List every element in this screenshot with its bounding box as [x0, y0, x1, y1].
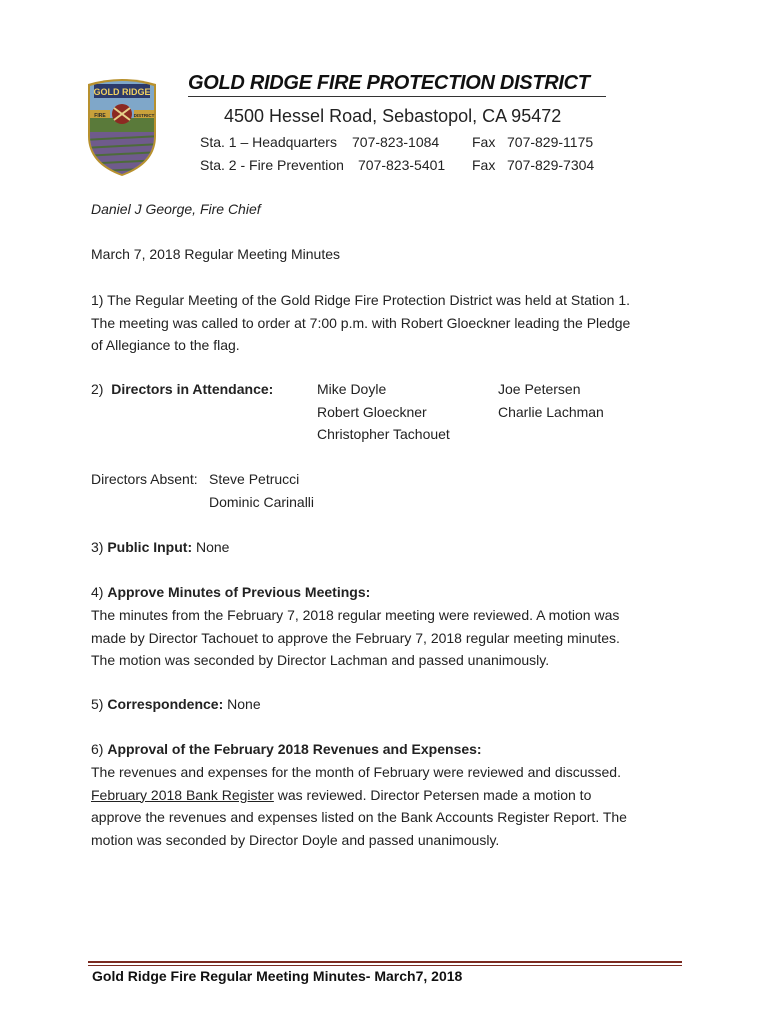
item3-number: 3)	[91, 539, 104, 555]
meeting-title: March 7, 2018 Regular Meeting Minutes	[91, 246, 341, 262]
item6-heading	[91, 741, 482, 757]
station1-phone: 707-823-1084	[352, 134, 440, 150]
item4-number: 4)	[91, 584, 104, 600]
station2-fax-label: Fax	[472, 157, 496, 173]
item1-line2: The meeting was called to order at 7:00 p.m. with Robert Gloeckner leading the Pledge	[91, 314, 631, 331]
absent-director-name: Dominic Carinalli	[209, 493, 315, 510]
item3-value: None	[196, 539, 230, 555]
item6-line2	[91, 784, 681, 807]
district-address: 4500 Hessel Road, Sebastopol, CA 95472	[224, 106, 562, 126]
directors-absent-label: Directors Absent:	[91, 471, 198, 487]
station1-label: Sta. 1 – Headquarters	[200, 134, 337, 150]
item6-label: Approval of the February 2018 Revenues and Expenses:	[107, 741, 482, 757]
absent-director-name: Steve Petrucci	[209, 471, 300, 487]
item1-paragraph	[91, 289, 681, 357]
item6-line3: approve the revenues and expenses listed on the Bank Accounts Register Report. The	[91, 809, 627, 825]
fire-chief-name: Daniel J George, Fire Chief	[91, 201, 261, 217]
item1-line3: of Allegiance to the flag.	[91, 337, 240, 353]
district-seal-logo	[84, 78, 160, 176]
attendance-column-2	[498, 378, 678, 423]
director-name: Robert Gloeckner	[317, 403, 427, 420]
item3-public-input	[91, 539, 229, 555]
footer-rule	[88, 965, 682, 966]
item6-paragraph	[91, 761, 681, 851]
item5-correspondence	[91, 696, 261, 712]
bank-register-link[interactable]: February 2018 Bank Register	[91, 786, 274, 803]
item2-label: Directors in Attendance:	[111, 381, 274, 397]
director-name: Christopher Tachouet	[317, 426, 450, 442]
logo-lettering-top: GOLD RIDGE	[93, 87, 151, 97]
logo-lettering-right: DISTRICT	[133, 113, 155, 118]
item4-line1: The minutes from the February 7, 2018 regular meeting were reviewed. A motion was	[91, 607, 620, 623]
item6-line1: The revenues and expenses for the month of February were reviewed and discussed.	[91, 764, 621, 780]
station2-label: Sta. 2 - Fire Prevention	[200, 157, 344, 173]
title-underline	[188, 96, 606, 97]
item4-heading	[91, 584, 370, 600]
item2-number: 2)	[91, 381, 104, 397]
page-footer: Gold Ridge Fire Regular Meeting Minutes- March7, 2018	[92, 968, 463, 984]
absent-names	[209, 468, 409, 513]
station1-fax-label: Fax	[472, 134, 496, 150]
attendance-column-1	[317, 378, 497, 446]
item6-line4: motion was seconded by Director Doyle and passed unanimously.	[91, 831, 500, 848]
footer-rule	[88, 961, 682, 963]
item4-paragraph	[91, 604, 681, 672]
station2-fax: 707-829-7304	[507, 157, 595, 173]
item4-line2: made by Director Tachouet to approve the February 7, 2018 regular meeting minutes.	[91, 629, 620, 646]
item5-number: 5)	[91, 696, 104, 712]
director-name: Joe Petersen	[498, 381, 581, 397]
item1-line1: 1) The Regular Meeting of the Gold Ridge Fire Protection District was held at Station 1.	[91, 292, 631, 308]
station2-phone: 707-823-5401	[358, 157, 446, 173]
director-name: Charlie Lachman	[498, 403, 604, 420]
director-name: Mike Doyle	[317, 381, 387, 397]
item4-line3: The motion was seconded by Director Lachman and passed unanimously.	[91, 652, 550, 668]
item4-label: Approve Minutes of Previous Meetings:	[107, 584, 371, 600]
item5-label: Correspondence:	[107, 696, 224, 712]
item5-value: None	[227, 696, 261, 712]
district-title: GOLD RIDGE FIRE PROTECTION DISTRICT	[188, 72, 590, 94]
item6-line2-rest: was reviewed. Director Petersen made a motion to	[273, 786, 592, 803]
item6-number: 6)	[91, 741, 104, 757]
item2-heading	[91, 381, 273, 397]
item3-label: Public Input:	[107, 539, 193, 555]
logo-lettering-left: FIRE	[94, 113, 106, 119]
station1-fax: 707-829-1175	[507, 134, 594, 150]
